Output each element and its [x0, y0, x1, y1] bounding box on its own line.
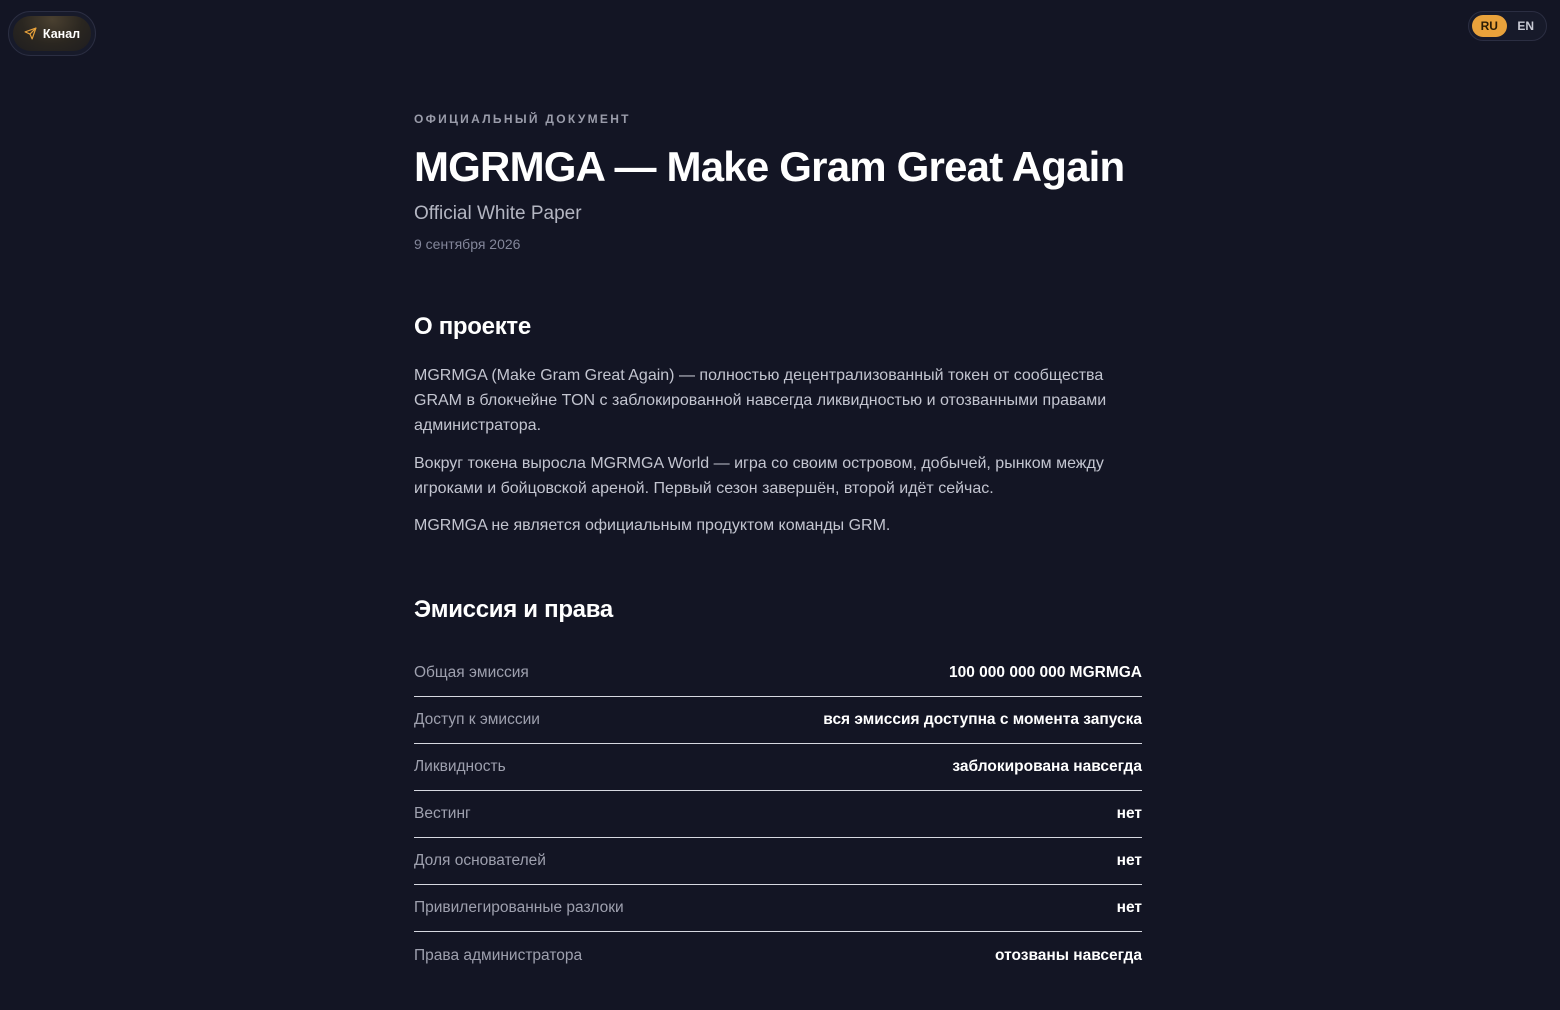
- about-paragraph-3: MGRMGA не является официальным продуктом команды GRM.: [414, 517, 891, 534]
- table-row: [414, 791, 1142, 838]
- table-row: [414, 932, 1142, 979]
- emission-heading: Эмиссия и права: [414, 596, 613, 623]
- language-switch: [1468, 11, 1547, 41]
- page-title: MGRMGA — Make Gram Great Again: [414, 143, 1125, 190]
- row-value: нет: [1116, 805, 1142, 822]
- row-value: заблокирована навсегда: [952, 758, 1142, 775]
- channel-label: Канал: [42, 26, 81, 41]
- row-value: отозваны навсегда: [995, 946, 1142, 964]
- lang-ru-button[interactable]: RU: [1472, 15, 1507, 37]
- table-row: [414, 697, 1142, 744]
- document-date: 9 сентября 2026: [414, 236, 521, 252]
- emission-table: [414, 650, 1142, 979]
- table-row: [414, 650, 1142, 697]
- row-label: Общая эмиссия: [414, 664, 529, 681]
- paper-plane-icon: [24, 27, 37, 40]
- row-value: вся эмиссия доступна с момента запуска: [823, 711, 1142, 728]
- row-label: Доступ к эмиссии: [414, 711, 540, 728]
- about-paragraph-2: Вокруг токена выросла MGRMGA World — игра со своим островом, добычей, рынком между игроками и бойцовской ареной. Первый сезон завершён, второй идёт сейчас.: [414, 455, 1104, 497]
- page-subtitle: Official White Paper: [414, 203, 582, 224]
- row-label: Доля основателей: [414, 852, 546, 869]
- row-label: Права администратора: [414, 946, 583, 964]
- row-value: нет: [1116, 852, 1142, 869]
- channel-button-inner[interactable]: [13, 16, 91, 51]
- lang-en-button[interactable]: EN: [1517, 19, 1535, 33]
- row-value: 100 000 000 000 MGRMGA: [949, 664, 1142, 681]
- document-kicker: ОФИЦИАЛЬНЫЙ ДОКУМЕНТ: [414, 112, 631, 126]
- row-value: нет: [1116, 899, 1142, 916]
- about-paragraph-1: MGRMGA (Make Gram Great Again) — полностью децентрализованный токен от сообщества GRAM в блокчейне TON с заблокированной навсегда ликвидностью и отозванными правами администратора.: [414, 367, 1107, 434]
- table-row: [414, 744, 1142, 791]
- row-label: Вестинг: [414, 805, 471, 822]
- about-heading: О проекте: [414, 313, 531, 340]
- table-row: [414, 838, 1142, 885]
- row-label: Ликвидность: [414, 758, 506, 775]
- table-row: [414, 885, 1142, 932]
- row-label: Привилегированные разлоки: [414, 899, 624, 916]
- channel-button[interactable]: [8, 11, 96, 56]
